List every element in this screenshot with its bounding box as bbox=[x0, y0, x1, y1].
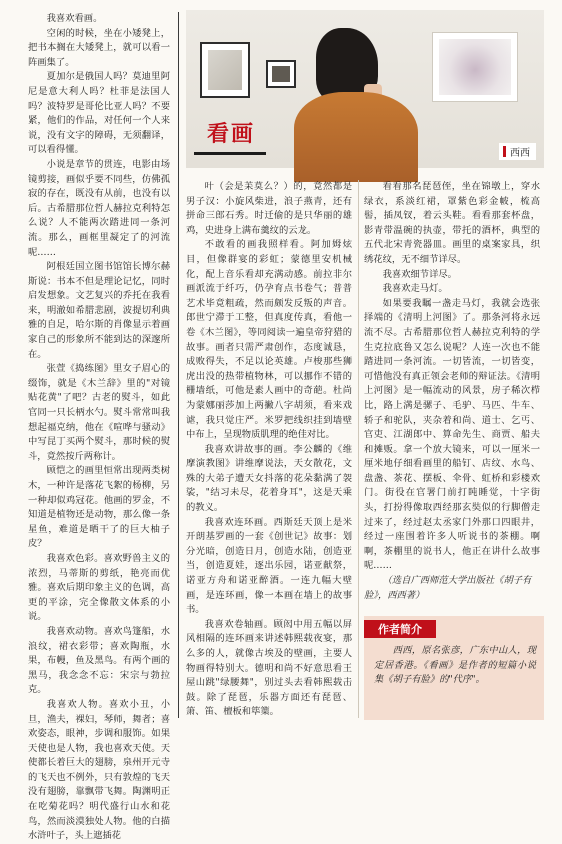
paragraph: 小说是章节的贯连，电影由场镜剪接，画似乎要不同些，仿佛孤寂的存在，既没有从前，也没有以后。古希腊那位哲人赫拉克利特怎么说？人不能两次踏进同一条河流。那么，画框里凝定了的河流呢…… bbox=[28, 158, 170, 258]
author-intro-heading: 作者简介 bbox=[364, 620, 436, 638]
title-underline bbox=[194, 152, 266, 155]
column-divider bbox=[358, 180, 359, 718]
paragraph: 我喜欢卷轴画。顾闳中用五幅以屏风相隔的连环画来讲述韩熙载夜宴，那么多的人，就像古埃及的壁画，主要人物画得特别大。德明和尚不好意思看王屋山跳"绿腰舞"，别过头去看韩熙载击鼓。除了琵琶，乐器方面还有琵琶、箫、笛、檀板和筚篥。 bbox=[186, 618, 352, 718]
author-name: 西西 bbox=[510, 148, 530, 159]
source-note: （选自广西师范大学出版社《胡子有脸》，西西著） bbox=[364, 575, 532, 601]
paragraph: 我喜欢动物。喜欢鸟篷船，水浪纹，裙衣彩带；喜欢陶瓶，水果，布幔，鱼及黑鸟。有两个画的黑马，我念念不忘：宋宗与勃拉克。 bbox=[28, 625, 170, 696]
author-intro-body bbox=[374, 644, 536, 688]
article-column-1 bbox=[28, 12, 170, 842]
paragraph: 我喜欢细节详尽。 bbox=[382, 268, 457, 280]
hero-photo bbox=[186, 10, 544, 168]
paragraph: 张萱《捣练图》里女子眉心的缀饰，就是《木兰辞》里的"对镜贴花黄"了吧？古老的熨斗，如此官同一只长柄水勺。熨斗常常叫我想起福克纳，他在《喧哗与骚动》中写昆丁买两个熨斗，那时候的熨斗，竟然按斤两称计。 bbox=[28, 363, 170, 462]
paragraph: 不敢看的画我照样看。阿加姆炫目，但像群宴的彩虹；蒙德里安机械化，配上音乐看却充满动感。前拉非尔画派流于纤巧，仍孕育点书卷气；普普艺术毕竟粗疏，然而颇发反叛的声音。郎世宁滞于工整，但真度传真，看他一卷《木兰图》，等同阅读一遍皇帝狩猎的故事。画者只需严肃创作，态度诚恳，成败得失，不足以论英雄。卢梭那些狮虎出没的热带植物林，可以挪作不错的栅墙纸，可他是素人画中的奇葩。杜尚为蒙娜丽莎加上两撇八字胡须，看来戏谑，我只觉庄严。米罗把线织挂到墙壁中布上，呈现物质肌理的绝佳对比。 bbox=[186, 239, 352, 441]
paragraph: 我喜欢人物。喜欢小丑，小旦，渔夫，裸妇，琴师，舞者；喜欢姿态，眼神，步调和服饰。如果天使也是人物，我也喜欢天使。天使都长着巨大的翅膀，泉州开元寺的飞天也不例外，只有敦煌的飞天没有翅膀，靠飘带飞舞。陶渊明正在吃菊花吗？明代盛行山水和花鸟，然而淡漠独处人物。他的白描水浒叶子，头上遮插花 bbox=[28, 698, 170, 842]
paragraph: 夏加尔是俄国人吗？莫迪里阿尼是意大利人吗？杜菲是法国人吗？波特罗是哥伦比亚人吗？不要紧，他们的作品，对任何一个人来说，没有文字的障碍，无须翻译，可以看得懂。 bbox=[28, 71, 170, 156]
framed-painting bbox=[200, 42, 250, 98]
article-column-2 bbox=[186, 180, 352, 720]
column-divider bbox=[178, 12, 179, 718]
paragraph: 我喜欢色彩。喜欢野兽主义的浓烈，马蒂斯的剪纸，艳亮而优雅。喜欢后期印象主义的色调，高更的平涂，完全像散文体系的小说。 bbox=[28, 552, 170, 623]
paragraph: 我喜欢看画。 bbox=[46, 13, 103, 24]
article-title-box bbox=[194, 112, 268, 152]
paragraph: 空闲的时候，坐在小矮凳上，把书本搁在大矮凳上，就可以看一阵画集了。 bbox=[28, 27, 170, 68]
framed-painting bbox=[266, 60, 296, 88]
author-badge bbox=[499, 143, 536, 160]
author-intro-text: 西西，原名张彦，广东中山人，现定居香港。《看画》是作者的短篇小说集《胡子有脸》的"代序"。 bbox=[374, 645, 536, 686]
paragraph: 我喜欢连环画。西斯廷天顶上是米开朗基罗画的一套《创世记》故事：划分光暗，创造日月，创造水陆，创造亚当，创造夏娃，逐出乐园，诺亚献祭，诺亚方舟和诺亚醉酒。一连九幅大壁画，是连环画，像一本画在墙上的故事书。 bbox=[186, 516, 352, 616]
framed-painting bbox=[432, 32, 518, 102]
paragraph: 叶（会是苿莫么？）的，竟然都是男子汉：小旋风柴进，浪子燕青，还有拼命三郎石秀。时迁偷的是只华丽的雄鸡，史进身上满布羹纹的云龙。 bbox=[186, 181, 352, 236]
paragraph: 看看那名琵琶侄，坐在锦墩上，穿水绿衣，系淡红裙，罩紫色彩金帔，梳高髻，插凤钗，着云头鞋。看看那套杯盘，影青带温碗的执壶，带托的酒杯，典型的五代北宋青瓷器皿。画里的桌案家具，织绣花纹，无不细节详尽。 bbox=[364, 181, 540, 265]
paragraph: 如果要我瞩一盏走马灯，我就会选张择端的《清明上河图》了。那条河将永远流不尽。古希腊那位哲人赫拉克利特的学生克拉底鲁又怎么说呢？人连一次也不能踏进同一条河流。一切皆流，一切皆变，可惜他没有真正领会老师的辩证法。《清明上河图》是一幅流动的风景，房子稀次栉比，路上满是骡子、毛驴、马匹、牛车、轿子和驼队，夹杂着和尚、道士、乞丐、官吏、江湖郎中、算命先生、商贾、船夫和摊贩。拿一个放大镜来，可以一厘米一厘米地仔细看画里的船钉、店纹、水鸟、盘盏、茶花、摆板、伞骨、虹桥和彩楼欢门。街役在官署门前打盹睡觉，十字街头，打扮得像取西经那玄奘似的行脚僧走过来了，经过赵太丞家门外那口四眼井，经过一座围着许多人听说书的茶棚。啊啊，茶棚里的说书人，他正在讲什么故事呢…… bbox=[364, 297, 540, 572]
paragraph: 我喜欢走马灯。 bbox=[382, 283, 448, 295]
author-intro-box bbox=[364, 616, 544, 720]
visitor-figure bbox=[294, 92, 418, 182]
paragraph: 顾恺之的画里恒常出现两类树木，一种许是落花飞絮的杨柳，另一种却似鸡冠花。他画的罗金，不知道是植物还是动物，那么像一条星鱼，难道是晒干了的巨大柚子皮？ bbox=[28, 465, 170, 550]
article-column-3 bbox=[364, 180, 540, 610]
article-title: 看画 bbox=[206, 121, 255, 147]
paragraph: 阿根廷国立图书馆馆长博尔赫斯说：书本不但是理论记忆，同时启发想象。文艺复兴的乔托在我看来，明澈如希腊悲剧，波提切利典雅的自足，哈尔斯的肖像显示着画家自己的形象所不能到达的深邃所在。 bbox=[28, 261, 170, 360]
paragraph: 我喜欢讲故事的画。李公麟的《维摩演教图》讲维摩说法，天女散花，文殊的大弟子遭天女抖落的花朵黏满了袈裟，"结习未尽，花着身耳"，这是天乘的教义。 bbox=[186, 443, 352, 514]
author-marker-icon bbox=[503, 146, 506, 157]
